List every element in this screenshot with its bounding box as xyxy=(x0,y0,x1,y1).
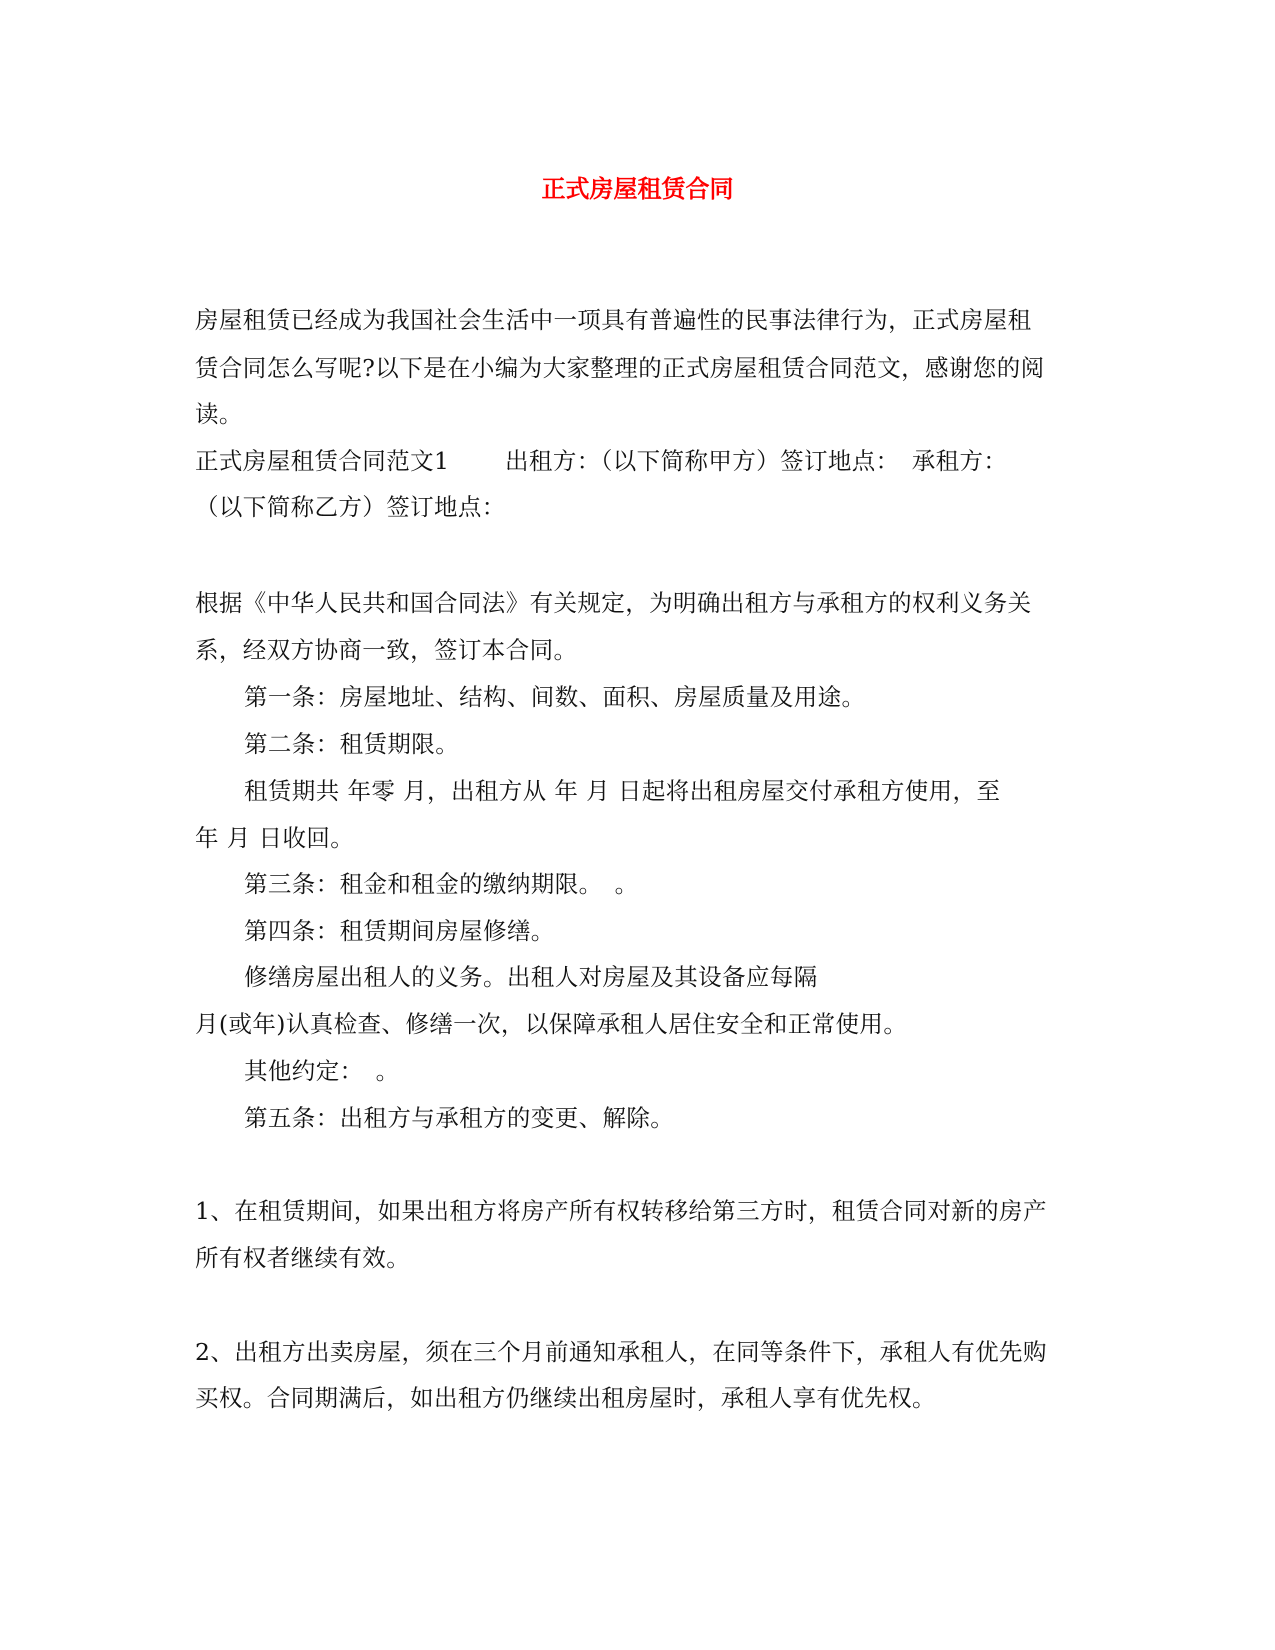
article-5: 第五条：出租方与承租方的变更、解除。 xyxy=(244,1104,675,1132)
repair-line-2: 月(或年)认真检查、修缮一次，以保障承租人居住安全和正常使用。 xyxy=(195,1010,908,1038)
repair-line-1: 修缮房屋出租人的义务。出租人对房屋及其设备应每隔 xyxy=(244,963,818,991)
term-line-2: 年 月 日收回。 xyxy=(195,824,355,852)
other-agreement: 其他约定： 。 xyxy=(244,1057,400,1085)
article-1: 第一条：房屋地址、结构、间数、面积、房屋质量及用途。 xyxy=(244,683,866,711)
article-3: 第三条：租金和租金的缴纳期限。 。 xyxy=(244,870,639,898)
clause-1-line-1: 1、在租赁期间，如果出租方将房产所有权转移给第三方时，租赁合同对新的房产 xyxy=(195,1197,1047,1225)
intro-line-1: 房屋租赁已经成为我国社会生活中一项具有普遍性的民事法律行为，正式房屋租 xyxy=(195,306,1032,334)
term-line-1: 租赁期共 年零 月，出租方从 年 月 日起将出租房屋交付承租方使用，至 xyxy=(244,777,1001,805)
preamble-line-2: 系，经双方协商一致，签订本合同。 xyxy=(195,636,578,664)
intro-line-2: 赁合同怎么写呢?以下是在小编为大家整理的正式房屋租赁合同范文，感谢您的阅 xyxy=(195,354,1045,382)
preamble-line-1: 根据《中华人民共和国合同法》有关规定，为明确出租方与承租方的权利义务关 xyxy=(195,589,1032,617)
parties-line-1: 正式房屋租赁合同范文1 出租方：（以下简称甲方）签订地点： 承租方： xyxy=(195,447,1008,475)
clause-1-line-2: 所有权者继续有效。 xyxy=(195,1244,411,1272)
intro-line-3: 读。 xyxy=(195,400,243,428)
article-4: 第四条：租赁期间房屋修缮。 xyxy=(244,917,555,945)
document-title: 正式房屋租赁合同 xyxy=(541,175,734,203)
clause-2-line-2: 买权。合同期满后，如出租方仍继续出租房屋时，承租人享有优先权。 xyxy=(195,1384,936,1412)
clause-2-line-1: 2、出租方出卖房屋，须在三个月前通知承租人，在同等条件下，承租人有优先购 xyxy=(195,1338,1047,1366)
article-2: 第二条：租赁期限。 xyxy=(244,730,460,758)
parties-line-2: （以下简称乙方）签订地点： xyxy=(195,493,506,521)
